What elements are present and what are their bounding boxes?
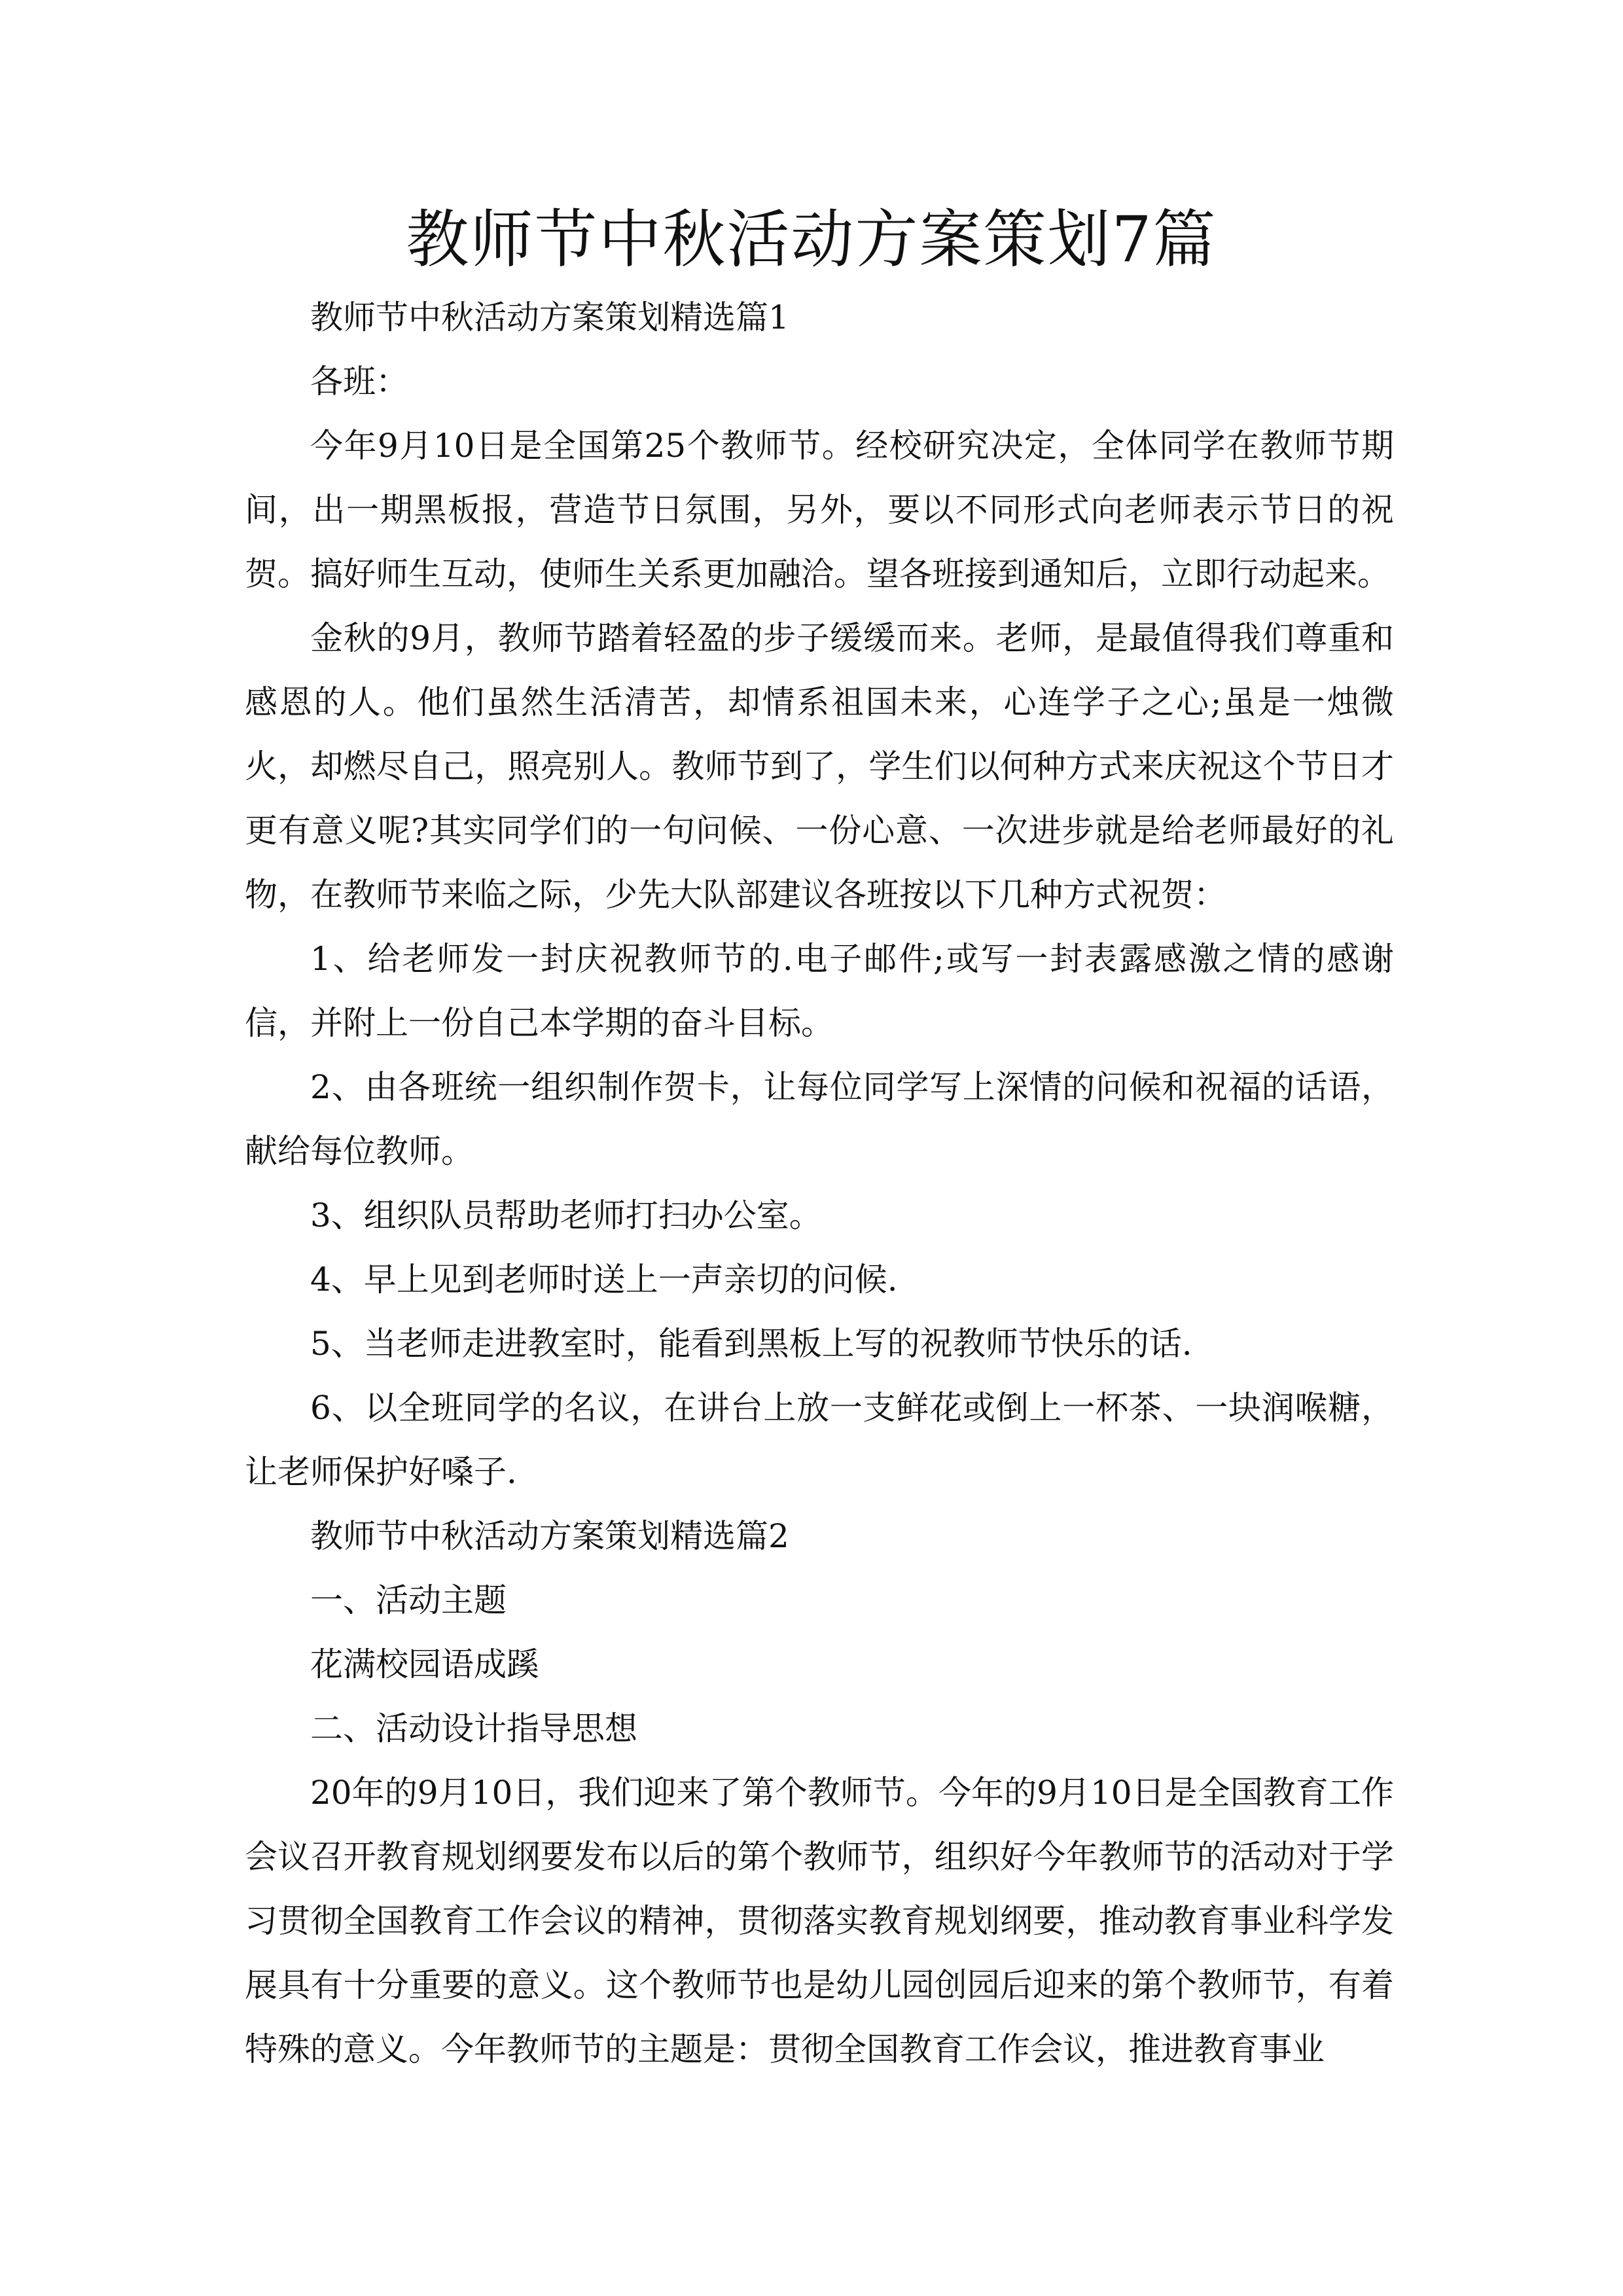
paragraph: 一、活动主题 — [310, 1581, 507, 1619]
paragraph: 2、由各班统一组织制作贺卡，让每位同学写上深情的问候和祝福的话语，献给每位教师。 — [245, 1068, 1394, 1170]
paragraph: 金秋的9月，教师节踏着轻盈的步子缓缓而来。老师，是最值得我们尊重和感恩的人。他们虽然生活清苦，却情系祖国未来，心连学子之心;虽是一烛微火，却燃尽自己，照亮别人。教师节到了，学生们以何种方式来庆祝这个节日才更有意义呢?其实同学们的一句问候、一份心意、一次进步就是给老师最好的礼物，在教师节来临之际，少先大队部建议各班按以下几种方式祝贺： — [245, 619, 1394, 914]
paragraph: 花满校园语成蹊 — [310, 1645, 539, 1683]
paragraph: 4、早上见到老师时送上一声亲切的问候. — [310, 1261, 898, 1299]
paragraph: 5、当老师走进教室时，能看到黑板上写的祝教师节快乐的话. — [310, 1325, 1192, 1363]
paragraph: 1、给老师发一封庆祝教师节的.电子邮件;或写一封表露感激之情的感谢信，并附上一份自己本学期的奋斗目标。 — [245, 940, 1394, 1042]
paragraph: 教师节中秋活动方案策划精选篇1 — [310, 298, 789, 336]
paragraph: 6、以全班同学的名议，在讲台上放一支鲜花或倒上一杯茶、一块润喉糖，让老师保护好嗓子. — [245, 1389, 1394, 1491]
document-body — [245, 285, 1394, 2081]
paragraph: 3、组织队员帮助老师打扫办公室。 — [310, 1196, 822, 1234]
paragraph: 各班： — [310, 363, 408, 401]
paragraph: 教师节中秋活动方案策划精选篇2 — [310, 1517, 789, 1555]
paragraph: 今年9月10日是全国第25个教师节。经校研究决定，全体同学在教师节期间，出一期黑板报，营造节日氛围，另外，要以不同形式向老师表示节日的祝贺。搞好师生互动，使师生关系更加融洽。望各班接到通知后，立即行动起来。 — [245, 427, 1394, 593]
document-title: 教师节中秋活动方案策划7篇 — [406, 203, 1217, 276]
paragraph: 二、活动设计指导思想 — [310, 1710, 637, 1748]
paragraph: 20年的9月10日，我们迎来了第个教师节。今年的9月10日是全国教育工作会议召开教育规划纲要发布以后的第个教师节，组织好今年教师节的活动对于学习贯彻全国教育工作会议的精神，贯彻落实教育规划纲要，推动教育事业科学发展具有十分重要的意义。这个教师节也是幼儿园创园后迎来的第个教师节，有着特殊的意义。今年教师节的主题是：贯彻全国教育工作会议，推进教育事业 — [245, 1774, 1394, 2068]
